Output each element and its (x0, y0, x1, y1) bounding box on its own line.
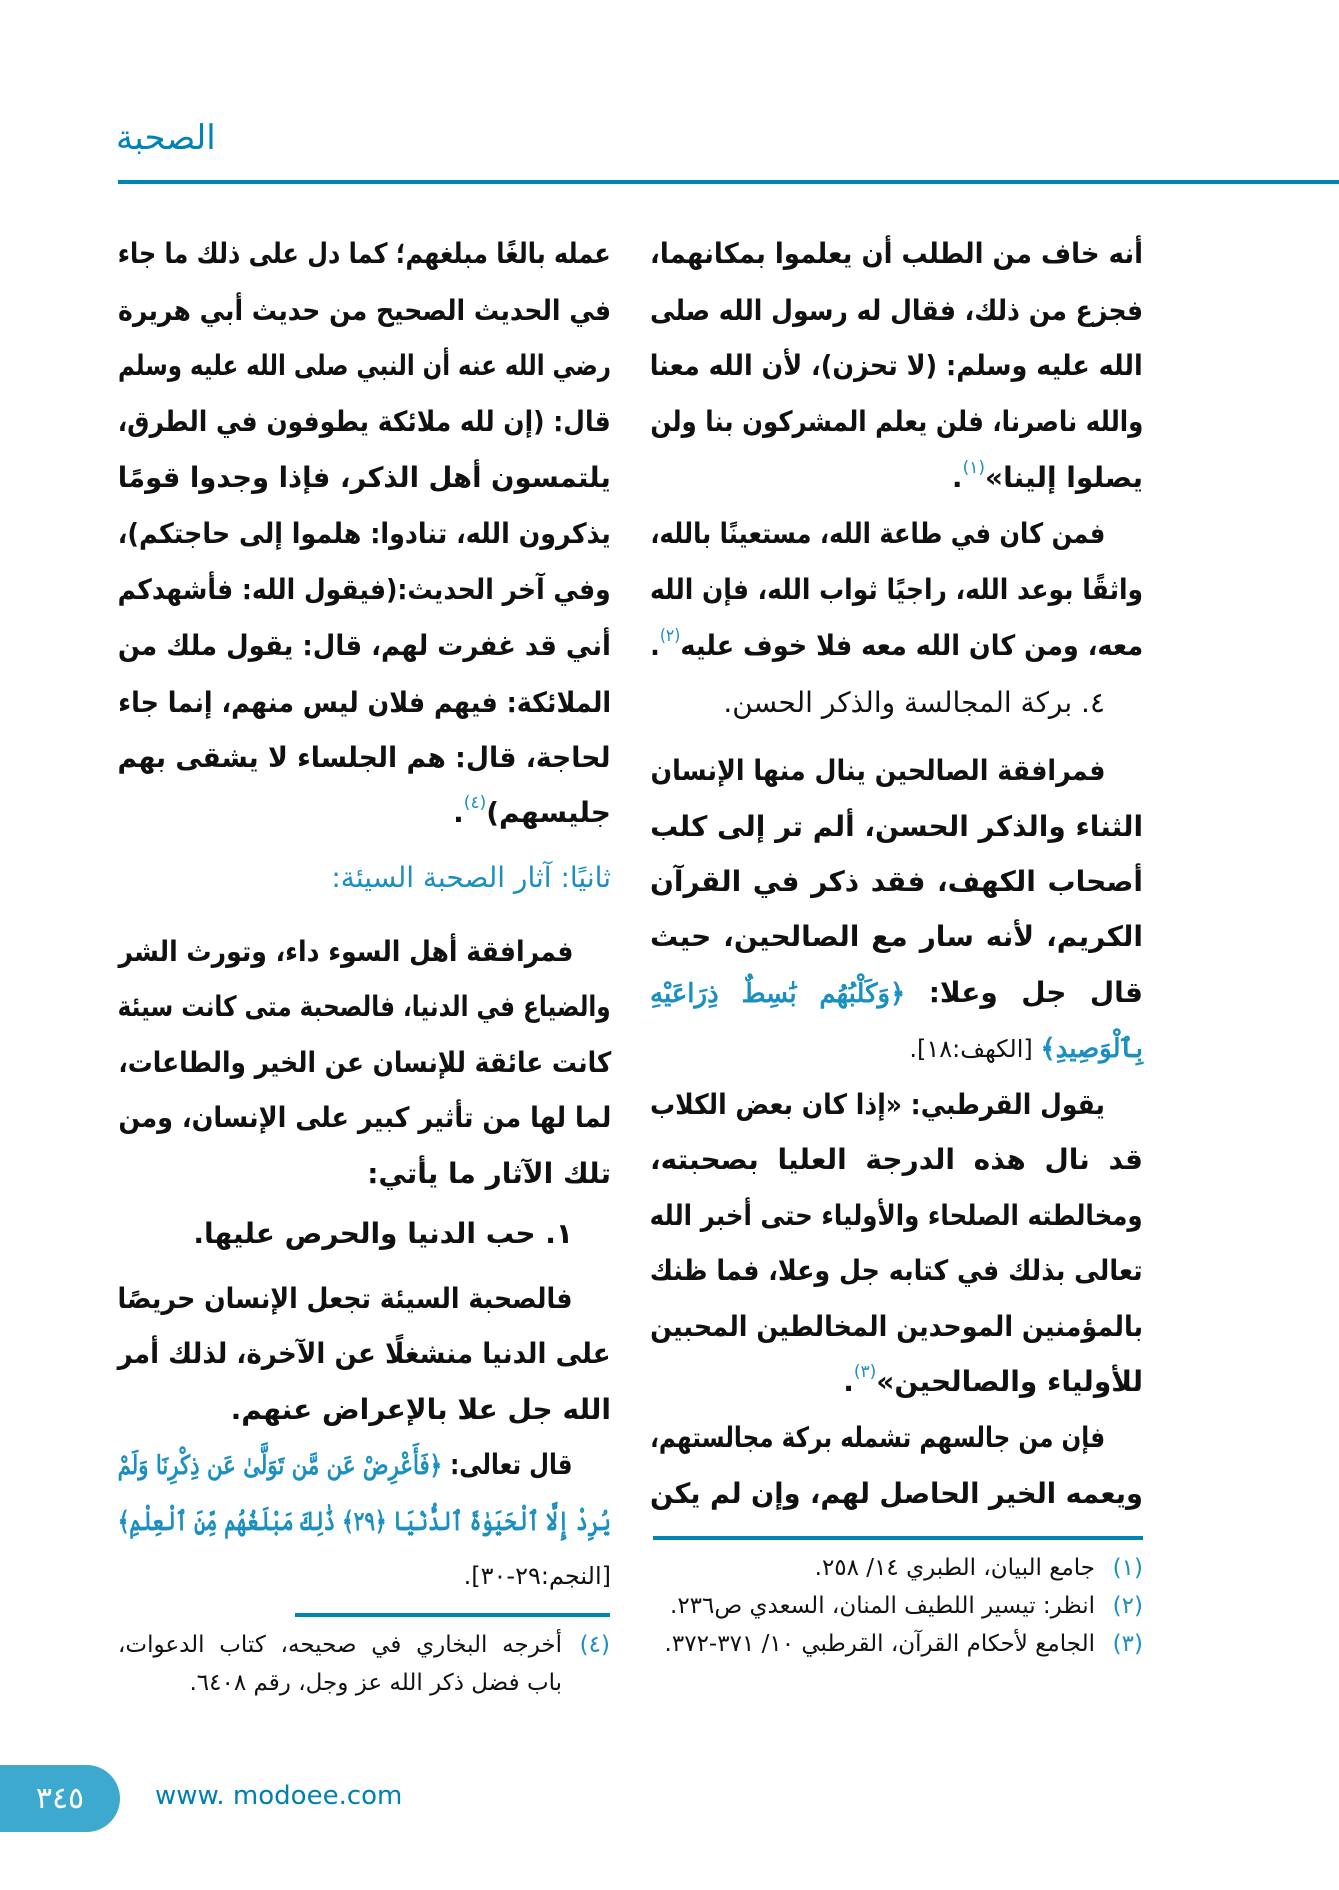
text-line (118, 1547, 611, 1603)
section-heading (118, 850, 611, 906)
header-rule (118, 180, 1339, 184)
line-text: الثناء والذكر الحسن، ألم تر إلى كلب (649, 810, 1143, 843)
line-text: . (843, 1365, 854, 1398)
text-line (650, 1354, 1143, 1410)
line-text: الكريم، لأنه سار مع الصالحين، حيث (650, 920, 1143, 953)
line-content (118, 1437, 573, 1494)
text-line (650, 1299, 1143, 1355)
line-text: والضياع في الدنيا، فالصحبة متى كانت سيئة (117, 990, 611, 1023)
line-content (118, 506, 611, 562)
line-content (650, 506, 1105, 562)
line-text: جليسهم) (486, 796, 611, 829)
line-text: ثانيًا: آثار الصحبة السيئة: (331, 861, 611, 894)
line-text: واثقًا بوعد الله، راجيًا ثواب الله، فإن الله (649, 573, 1143, 606)
line-text: قال جل وعلا: (905, 976, 1143, 1009)
line-content (650, 1077, 1105, 1133)
text-line (118, 1382, 611, 1438)
page-number-badge (0, 1765, 120, 1832)
footnote-number: (٤) (579, 1632, 610, 1658)
line-content (118, 1493, 611, 1550)
footnote-number: (٣) (1112, 1631, 1143, 1657)
text-line (118, 1326, 611, 1382)
line-text: أنه خاف من الطلب أن يعلموا بمكانهما، (650, 237, 1143, 270)
text-line (650, 965, 1143, 1021)
line-text: فإن من جالسهم تشمله بركة مجالستهم، (650, 1421, 1105, 1454)
footnote-rule-left (295, 1613, 610, 1617)
line-content (650, 854, 1143, 910)
line-text: وفي آخر الحديث:(فيقول الله: فأشهدكم (117, 573, 611, 606)
text-line (118, 785, 611, 841)
line-content (650, 394, 1143, 450)
line-text: الملائكة: فيهم فلان ليس منهم، إنما جاء (117, 686, 611, 719)
line-content (650, 1466, 1143, 1522)
text-line (650, 450, 1143, 506)
line-content (650, 283, 1143, 339)
line-text: تعالى بذلك في كتابه جل وعلا، فما ظنك (650, 1254, 1143, 1287)
line-content (118, 226, 611, 282)
line-content (650, 338, 1143, 394)
line-text: فالصحبة السيئة تجعل الإنسان حريصًا (117, 1282, 573, 1315)
line-content (118, 394, 611, 450)
line-content (909, 1020, 1143, 1077)
line-text: تلك الآثار ما يأتي: (367, 1157, 611, 1190)
line-content (118, 979, 611, 1035)
line-text: للأولياء والصالحين» (876, 1365, 1143, 1398)
text-line (118, 1206, 611, 1262)
line-text: ويعمه الخير الحاصل لهم، وإن لم يكن (650, 1477, 1143, 1510)
footnote (650, 1587, 1143, 1625)
line-content (650, 1299, 1143, 1355)
text-line (118, 1090, 611, 1146)
line-content (193, 1206, 573, 1262)
text-line (118, 1493, 611, 1549)
footnote-ref[interactable]: (٣) (853, 1362, 877, 1382)
footnote-text: أخرجه البخاري في صحيحه، كتاب الدعوات، باب فضل ذكر الله عز وجل، رقم ٦٤٠٨. (118, 1632, 562, 1696)
text-line (650, 1132, 1143, 1188)
line-content (650, 226, 1143, 282)
footnote-ref[interactable]: (١) (962, 458, 985, 478)
line-content (650, 743, 1105, 799)
line-text: لما لها من تأثير كبير على الإنسان، ومن (117, 1101, 611, 1134)
line-text: والله ناصرنا، فلن يعلم المشركون بنا ولن (649, 405, 1143, 438)
line-text: قد نال هذه الدرجة العليا بصحبته، (650, 1143, 1143, 1176)
line-content (118, 562, 611, 618)
line-content (650, 618, 1143, 674)
text-line (650, 909, 1143, 965)
text-line (118, 924, 611, 980)
line-content (118, 1035, 611, 1091)
line-text: . (951, 461, 963, 494)
line-text: يصلوا إلينا» (984, 461, 1143, 494)
text-line (118, 450, 611, 506)
line-text: ومخالطته الصلحاء والأولياء حتى أخبر الله (649, 1199, 1143, 1232)
line-text: أصحاب الكهف، فقد ذكر في القرآن (650, 865, 1143, 898)
line-content (650, 965, 1143, 1022)
line-text: في الحديث الصحيح من حديث أبي هريرة (117, 294, 611, 327)
quran-verse: ﴿وَكَلْبُهُم بَٰسِطٌ ذِرَاعَيْهِ (650, 979, 906, 1009)
text-line (650, 618, 1143, 674)
line-text: بالمؤمنين الموحدين المخالطين المحبين (649, 1310, 1143, 1343)
text-line (650, 1466, 1143, 1522)
footnote-number: (١) (1112, 1555, 1143, 1581)
line-text: رضي الله عنه أن النبي صلى الله عليه وسلم (117, 349, 611, 382)
line-content (464, 1547, 611, 1604)
text-line (650, 1188, 1143, 1244)
verse-reference: [الكهف:١٨]. (909, 1035, 1041, 1063)
line-text: ٤. بركة المجالسة والذكر الحسن. (723, 686, 1105, 719)
text-line (118, 618, 611, 674)
line-content (118, 924, 573, 980)
line-content (118, 1326, 611, 1382)
line-content (118, 1271, 573, 1327)
text-line (650, 799, 1143, 855)
text-line (118, 562, 611, 618)
line-content (650, 1132, 1143, 1188)
line-text: عمله بالغًا مبلغهم؛ كما دل على ذلك ما جاء (118, 237, 611, 270)
line-text: كانت عائقة للإنسان عن الخير والطاعات، (118, 1046, 611, 1079)
text-line (118, 1437, 611, 1493)
line-content (650, 1243, 1143, 1299)
page-number: ٣٤٥ (35, 1781, 85, 1816)
text-line (650, 1077, 1143, 1133)
text-line (650, 283, 1143, 339)
text-line (650, 562, 1143, 618)
line-content (952, 450, 1143, 506)
line-content (650, 1410, 1105, 1466)
text-line (118, 338, 611, 394)
footnote-ref[interactable]: (٢) (659, 626, 681, 646)
line-text: ١. حب الدنيا والحرص عليها. (193, 1217, 573, 1250)
text-line (650, 226, 1143, 282)
line-text: فمرافقة أهل السوء داء، وتورث الشر (117, 935, 573, 968)
text-line (650, 394, 1143, 450)
text-line (650, 1243, 1143, 1299)
line-text: فمرافقة الصالحين ينال منها الإنسان (649, 754, 1105, 787)
line-text: يذكرون الله، تنادوا: هلموا إلى حاجتكم)، (117, 517, 611, 550)
line-text: . (453, 796, 464, 829)
line-content (367, 1146, 611, 1202)
line-text: فمن كان في طاعة الله، مستعينًا بالله، (650, 517, 1105, 550)
line-text: يلتمسون أهل الذكر، فإذا وجدوا قومًا (118, 461, 611, 494)
footnote-text: جامع البيان، الطبري ١٤/ ٢٥٨. (814, 1555, 1095, 1581)
text-line (118, 226, 611, 282)
line-text: أني قد غفرت لهم، قال: يقول ملك من (117, 629, 611, 662)
line-text: فجزع من ذلك، فقال له رسول الله صلى (649, 294, 1143, 327)
line-text: معه، ومن كان الله معه فلا خوف عليه (680, 629, 1143, 662)
line-content (650, 562, 1143, 618)
line-content (118, 675, 611, 731)
line-text: قال: (إن لله ملائكة يطوفون في الطرق، (118, 405, 611, 438)
line-text: لحاجة، قال: هم الجلساء لا يشقى بهم (117, 741, 611, 774)
text-line (118, 1146, 611, 1202)
website-url[interactable]: www. modoee.com (155, 1781, 403, 1811)
text-line (650, 1410, 1143, 1466)
footnote-rule-right (653, 1536, 1143, 1540)
line-text: على الدنيا منشغلًا عن الآخرة، لذلك أمر (118, 1337, 611, 1370)
line-content (650, 909, 1143, 965)
quran-verse: بِٱلْوَصِيدِ﴾ (1040, 1034, 1143, 1064)
line-content (118, 1090, 611, 1146)
footnote-text: الجامع لأحكام القرآن، القرطبي ١٠/ ٣٧١-٣٧٢. (664, 1631, 1095, 1657)
footnote-ref[interactable]: (٤) (463, 793, 487, 813)
verse-reference: [النجم:٢٩-٣٠]. (463, 1562, 611, 1590)
quran-verse: يُرِدْ إِلَّا ٱلْحَيَوٰةَ ٱلدُّنْيَا ﴿٢٩﴾ ذَٰلِكَ مَبْلَغُهُم مِّنَ ٱلْعِلْمِ﴾ (118, 1507, 611, 1537)
line-text: الله عليه وسلم: (لا تحزن)، لأن الله معنا (650, 349, 1143, 382)
quran-verse: ﴿فَأَعْرِضْ عَن مَّن تَوَلَّىٰ عَن ذِكْرِنَا وَلَمْ (118, 1451, 443, 1481)
line-text: قال تعالى: (442, 1448, 573, 1481)
text-line (118, 1035, 611, 1091)
text-line (118, 506, 611, 562)
footnote-text: انظر: تيسير اللطيف المنان، السعدي ص٢٣٦. (670, 1593, 1095, 1619)
line-content (118, 618, 611, 674)
text-line (118, 394, 611, 450)
footnote (650, 1549, 1143, 1587)
line-content (453, 785, 611, 841)
line-content (118, 283, 611, 339)
section-heading (650, 675, 1143, 731)
line-content (843, 1354, 1143, 1410)
line-text: الله جل علا بالإعراض عنهم. (230, 1393, 611, 1426)
text-line (118, 1271, 611, 1327)
text-line (650, 854, 1143, 910)
line-content (650, 799, 1143, 855)
line-text: . (649, 629, 660, 662)
line-content (118, 730, 611, 786)
footnote-number: (٢) (1112, 1593, 1143, 1619)
text-line (118, 730, 611, 786)
line-content (118, 338, 611, 394)
running-header-title: الصحبة (116, 118, 216, 158)
text-line (650, 743, 1143, 799)
line-content (650, 1188, 1143, 1244)
footnote (650, 1625, 1143, 1663)
text-line (118, 283, 611, 339)
text-line (650, 338, 1143, 394)
line-content (118, 450, 611, 506)
text-line (118, 675, 611, 731)
line-content (331, 850, 611, 906)
line-content (723, 675, 1105, 731)
text-line (650, 506, 1143, 562)
line-text: يقول القرطبي: «إذا كان بعض الكلاب (650, 1088, 1105, 1121)
line-content (231, 1382, 611, 1438)
footnote (118, 1626, 610, 1702)
text-line (650, 1020, 1143, 1076)
text-line (118, 979, 611, 1035)
